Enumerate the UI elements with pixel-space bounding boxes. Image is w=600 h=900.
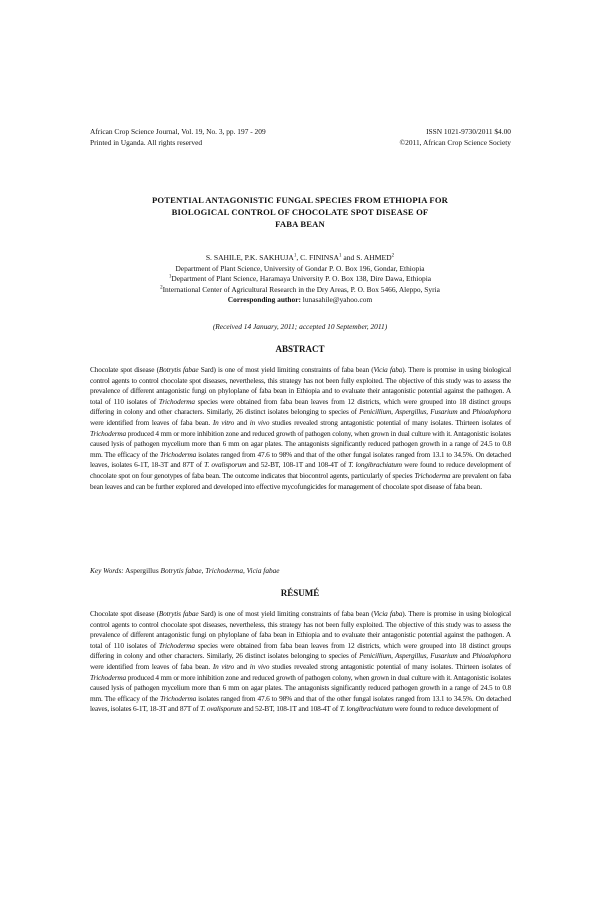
- author-sup-3: 2: [391, 253, 395, 259]
- journal-header-right: [400, 126, 511, 148]
- printed-notice: Printed in Uganda. All rights reserved: [90, 138, 203, 147]
- author-sup-1: 1: [293, 253, 297, 259]
- corresponding-label: Corresponding author:: [227, 295, 301, 304]
- keywords: [90, 566, 510, 575]
- author-sup-2: 1: [338, 253, 342, 259]
- journal-citation: African Crop Science Journal, Vol. 19, No. 3, pp. 197 - 209: [90, 127, 266, 136]
- title-line-1: POTENTIAL ANTAGONISTIC FUNGAL SPECIES FROM ETHIOPIA FOR: [151, 195, 449, 205]
- corresponding-author: [90, 295, 510, 306]
- author-1-2: S. SAHILE, P.K. SAKHUJA: [205, 253, 294, 262]
- resume-text: Chocolate spot disease (Botrytis fabae Sard) is one of most yield limiting constraints of faba bean (Vicia faba). There is promise in using biological control agents to control chocolate spot diseases, nevertheless, this strategy has not been fully exploited. The objective of this study was to assess the prevalence of different antagonistic fungi on phyloplane of faba bean in Ethiopia and to evaluate their antagonistic potential against the pathogen. A total of 110 isolates of Trichoderma species were obtained from faba bean leaves from 12 districts, which were grouped into 18 distinct groups differing in colony and other characters. Similarly, 26 distinct isolates belonging to species of Penicillium, Aspergillus, Fusarium and Phioalophora were identified from leaves of faba bean. In vitro and in vivo studies revealed strong antagonistic potential of many isolates. Thirteen isolates of Trichoderma produced 4 mm or more inhibition zone and reduced growth of pathogen colony, when grown in dual culture with it. Antagonistic isolates caused lysis of pathogen mycelium more than 6 mm on agar plates. The antagonists significantly reduced pathogen growth in a range of 24.5 to 0.8 mm. The efficacy of the Trichoderma isolates ranged from 47.6 to 98% and that of the other fungal isolates ranged from 13.1 to 34.5%. On detached leaves, isolates 6-1T, 18-3T and 87T of T. ovalisporum and 52-BT, 108-1T and 108-4T of T. longibrachiatum were found to reduce development of: [90, 609, 511, 714]
- affiliation-3-line: [90, 285, 510, 296]
- affiliation-2-sup: 1: [168, 274, 172, 280]
- authors-block: [90, 253, 510, 306]
- title-line-2: BIOLOGICAL CONTROL OF CHOCOLATE SPOT DISEASE OF: [171, 207, 429, 217]
- corresponding-email[interactable]: lunasahile@yahoo.com: [300, 295, 373, 304]
- author-names: [90, 253, 510, 264]
- abstract-text: Chocolate spot disease (Botrytis fabae Sard) is one of most yield limiting constraints of faba bean (Vicia faba). There is promise in using biological control agents to control chocolate spot diseases, nevertheless, this strategy has not been fully exploited. The objective of this study was to assess the prevalence of different antagonistic fungi on phyloplane of faba bean in Ethiopia and to evaluate their antagonistic potential against the pathogen. A total of 110 isolates of Trichoderma species were obtained from faba bean leaves from 12 districts, which were grouped into 18 distinct groups differing in colony and other characters. Similarly, 26 distinct isolates belonging to species of Penicillium, Aspergillus, Fusarium and Phioalophora were identified from leaves of faba bean. In vitro and in vivo studies revealed strong antagonistic potential of many isolates. Thirteen isolates of Trichoderma produced 4 mm or more inhibition zone and reduced growth of pathogen colony, when grown in dual culture with it. Antagonistic isolates caused lysis of pathogen mycelium more than 6 mm on agar plates. The antagonists significantly reduced pathogen growth in a range of 24.5 to 0.8 mm. The efficacy of the Trichoderma isolates ranged from 47.6 to 98% and that of the other fungal isolates ranged from 13.1 to 34.5%. On detached leaves, isolates 6-1T, 18-3T and 87T of T. ovalisporum and 52-BT, 108-1T and 108-4T of T. longibrachiatum were found to reduce development of chocolate spot on four genotypes of faba bean. The outcome indicates that biocontrol agents, particularly of species Trichoderma are prevalent on faba bean leaves and can be further explored and developed into effective mycofungicides for management of chocolate spot disease of faba bean.: [90, 365, 512, 491]
- affiliation-2-line: [90, 274, 510, 285]
- affiliation-2: Department of Plant Science, Haramaya University P. O. Box 138, Dire Dawa, Ethiopia: [171, 274, 432, 283]
- issn: ISSN 1021-9730/2011 $4.00: [426, 127, 511, 136]
- journal-header-left: [90, 126, 266, 148]
- affiliation-3: International Center of Agricultural Research in the Dry Areas, P. O. Box 5466, Aleppo, Syria: [162, 284, 440, 294]
- paper-title: [90, 194, 510, 230]
- author-3: , C. FININSA: [296, 253, 339, 262]
- keywords-1: Aspergillus: [123, 566, 161, 575]
- keywords-label: Key Words:: [90, 566, 124, 575]
- affiliation-1: Department of Plant Science, University of Gondar P. O. Box 196, Gondar, Ethiopia: [175, 263, 425, 273]
- author-4: and S. AHMED: [341, 253, 392, 262]
- keywords-2: Botrytis fabae, Trichoderma, Vicia fabae: [160, 566, 280, 575]
- resume-heading: RÉSUMÉ: [280, 588, 320, 598]
- abstract-heading: ABSTRACT: [275, 344, 325, 354]
- received-dates: (Received 14 January, 2011; accepted 10 September, 2011): [212, 322, 388, 331]
- title-line-3: FABA BEAN: [275, 219, 325, 229]
- affiliation-3-sup: 2: [160, 285, 163, 291]
- copyright: ©2011, African Crop Science Society: [399, 138, 511, 147]
